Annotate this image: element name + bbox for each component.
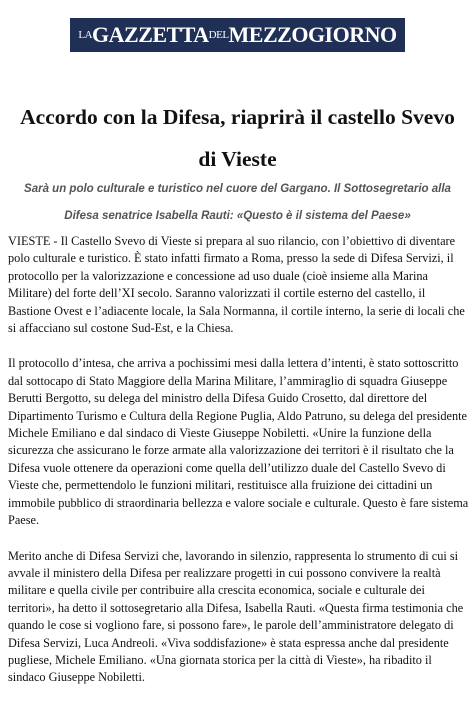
article-headline: Accordo con la Difesa, riaprirà il castello Svevo di Vieste	[20, 105, 455, 171]
logo-word-del: DEL	[208, 29, 229, 41]
article-paragraph-2: Il protocollo d’intesa, che arriva a pochissimi mesi dalla lettera d’intenti, è stato sottoscritto dal sottocapo di Stato Maggiore della Marina Militare, l’ammiraglio di squadra Giuseppe Berutti Bergotto, su delega del ministro della Difesa Guido Crosetto, dal direttore del Dipartimento Turismo e Cultura della Regione Puglia, Aldo Patruno, su delega del presidente Michele Emiliano e dal sindaco di Vieste Giuseppe Nobiletti. «Unire la funzione della sicurezza che assicurano le forze armate alla valorizzazione dei territori è il risultato che la Difesa vuole ottenere da operazioni come quella dell’utilizzo duale del Castello Svevo di Vieste che, permettendolo le funzioni militari, restituisce alla fruizione dei cittadini un immobile pubblico di straordinaria bellezza e valore sociale e culturale. Questo è fare sistema Paese.	[8, 356, 469, 528]
logo-article-word: LA	[78, 29, 93, 41]
article-paragraph-3: Merito anche di Difesa Servizi che, lavorando in silenzio, rappresenta lo strumento di cui si avvale il ministero della Difesa per realizzare progetti in cui possono convivere la realtà militare e quella civile per contribuire alla crescita economica, sociale e culturale dei territori», ha detto il sottosegretario alla Difesa, Isabella Rauti. «Questa firma testimonia che quando le cose si vogliono fare, si possono fare», le parole dell’amministratore delegato di Difesa Servizi, Luca Andreoli. «Viva soddisfazione» è stata espressa anche dal presidente pugliese, Michele Emiliano. «Una giornata storica per la città di Vieste», ha ribadito il sindaco Giuseppe Nobiletti.	[8, 548, 464, 685]
logo-word-mezzogiorno: MEZZOGIORNO	[228, 22, 397, 47]
article-subhead: Sarà un polo culturale e turistico nel cuore del Gargano. Il Sottosegretario alla Difesa senatrice Isabella Rauti: «Questo è il sistema del Paese»	[24, 183, 451, 222]
article-body	[8, 233, 471, 705]
article-paragraph-1: VIESTE - Il Castello Svevo di Vieste si prepara al suo rilancio, con l’obiettivo di diventare polo culturale e turistico. È stato infatti firmato a Roma, presso la sede di Difesa Servizi, il protocollo per la valorizzazione e concessione ad uso duale (cioè insieme alla Marina Militare) del forte dell’XI secolo. Saranno valorizzati il cortile esterno del castello, il Bastione Ovest e l’adiacente locale, la Sala Normanna, il cortile interno, la serie di locali che si affacciano sul costone Sud-Est, e la Chiesa.	[8, 234, 465, 336]
logo-word-gazzetta: GAZZETTA	[92, 22, 209, 47]
newspaper-logo	[70, 18, 404, 52]
